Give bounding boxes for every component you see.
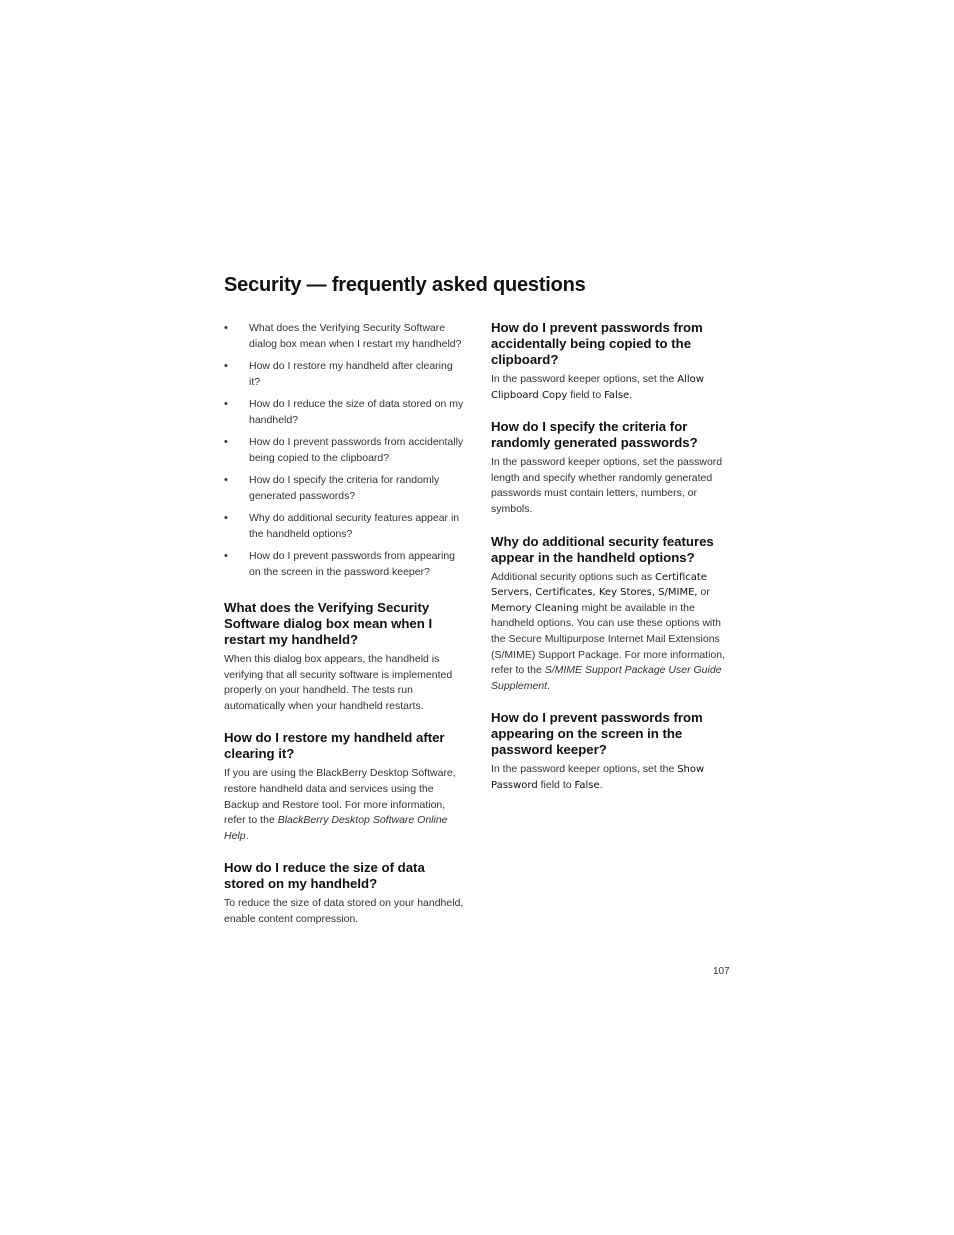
bullet-icon: •	[224, 398, 228, 410]
section-body: When this dialog box appears, the handheld is verifying that all security software is implemented properly on your handheld. The tests run automatically when your handheld restarts.	[224, 653, 453, 712]
section-body	[224, 766, 464, 844]
option-names: Certificate Servers, Certificates, Key Stores, S/MIME,	[491, 571, 707, 599]
bullet-icon: •	[224, 436, 228, 448]
field-value: False	[574, 779, 600, 791]
page-title: Security — frequently asked questions	[224, 274, 586, 296]
faq-question-list	[224, 320, 464, 580]
section-heading: How do I prevent passwords from appearing on the screen in the password keeper?	[491, 710, 703, 758]
list-item	[224, 358, 464, 390]
list-item	[224, 320, 464, 352]
list-item-text: How do I prevent passwords from appearing on the screen in the password keeper?	[249, 550, 456, 578]
section-heading: What does the Verifying Security Software dialog box mean when I restart my handheld?	[224, 600, 433, 647]
list-item-text: How do I reduce the size of data stored on my handheld?	[249, 398, 464, 426]
list-item	[224, 396, 464, 428]
field-name: Show Password	[491, 764, 705, 791]
bullet-icon: •	[224, 322, 228, 334]
section-body: In the password keeper options, set the password length and specify whether randomly generated passwords must contain letters, numbers, or symbols.	[491, 456, 723, 515]
section-body	[491, 570, 731, 695]
body-text: In the password keeper options, set the	[491, 373, 678, 385]
section-heading: How do I prevent passwords from accidentally being copied to the clipboard?	[491, 320, 703, 367]
bullet-icon: •	[224, 550, 228, 562]
body-text: .	[629, 388, 633, 401]
list-item	[224, 434, 464, 466]
body-text: .	[599, 778, 603, 791]
faq-section-reduce	[224, 860, 464, 927]
bullet-icon: •	[224, 512, 228, 524]
section-body	[491, 762, 731, 793]
faq-section-clipboard	[491, 320, 731, 403]
doc-reference: S/MIME Support Package User Guide Supplement	[491, 664, 722, 692]
field-name: Allow Clipboard Copy	[491, 374, 704, 401]
section-heading: How do I restore my handheld after clearing it?	[224, 730, 445, 762]
right-column	[491, 320, 731, 794]
faq-section-additional	[491, 534, 731, 695]
list-item-text: How do I prevent passwords from accidentally being copied to the clipboard?	[249, 436, 464, 464]
body-text: field to	[567, 388, 605, 401]
field-value: False	[604, 389, 630, 401]
faq-section-restore	[224, 730, 464, 844]
section-heading: How do I reduce the size of data stored on my handheld?	[224, 860, 425, 892]
list-item-text: What does the Verifying Security Software dialog box mean when I restart my handheld?	[249, 322, 462, 350]
faq-section-verifying	[224, 600, 464, 714]
option-name: Memory Cleaning	[491, 602, 579, 614]
body-text: or	[697, 586, 710, 599]
body-text: might be available in the handheld options. You can use these options with the Secure Multipurpose Internet Mail Extensions (S/MIME) Support Package. For more information, refer to the	[491, 601, 725, 677]
bullet-icon: •	[224, 474, 228, 486]
body-text: In the password keeper options, set the	[491, 763, 678, 776]
doc-reference: BlackBerry Desktop Software Online Help	[224, 814, 448, 842]
faq-section-criteria	[491, 419, 731, 517]
body-text: .	[547, 679, 550, 692]
bullet-icon: •	[224, 360, 228, 372]
body-text: Additional security options such as	[491, 570, 656, 583]
body-text: .	[245, 829, 249, 842]
list-item	[224, 510, 464, 542]
body-text: field to	[537, 778, 575, 791]
list-item	[224, 548, 464, 580]
section-body: To reduce the size of data stored on your handheld, enable content compression.	[224, 897, 464, 925]
list-item-text: How do I specify the criteria for randomly generated passwords?	[249, 474, 440, 502]
section-heading: Why do additional security features appear in the handheld options?	[491, 533, 714, 565]
faq-section-show-password	[491, 710, 731, 793]
list-item-text: How do I restore my handheld after clearing it?	[249, 360, 453, 388]
section-body	[491, 372, 731, 403]
section-heading: How do I specify the criteria for randomly generated passwords?	[491, 419, 698, 451]
page-number: 107	[713, 966, 730, 977]
list-item	[224, 472, 464, 504]
left-column	[224, 320, 464, 928]
list-item-text: Why do additional security features appear in the handheld options?	[249, 512, 460, 540]
body-text: If you are using the BlackBerry Desktop Software, restore handheld data and services using the Backup and Restore tool. For more information, refer to the	[224, 767, 456, 827]
